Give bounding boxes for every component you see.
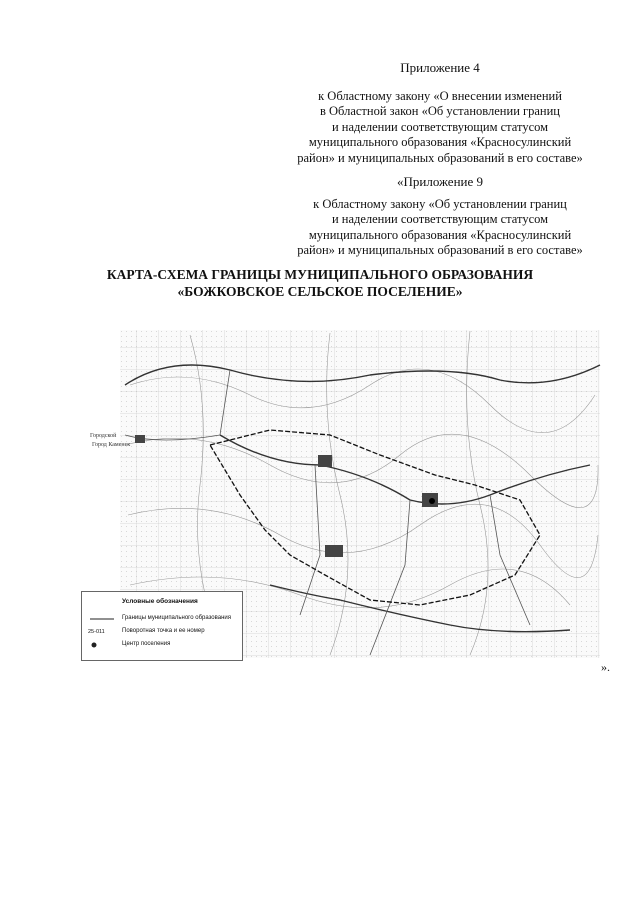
annex-main-line: район» и муниципальных образований в его составе»	[297, 150, 583, 165]
town-label: Городской	[90, 433, 117, 439]
settlement-center-icon	[429, 498, 435, 504]
annex-main-line: муниципального образования «Красносулинский	[308, 135, 572, 149]
map-legend	[81, 591, 243, 661]
map-title	[0, 266, 640, 300]
settlement-center-icon	[88, 640, 116, 650]
legend-row	[88, 640, 238, 650]
legend-text: Поворотная точка и ее номер	[122, 628, 205, 634]
annex-quoted-line: и наделении соответствующим статусом	[331, 212, 549, 226]
town-label: Город Каменск	[92, 442, 131, 448]
boundary-line-icon	[88, 614, 116, 624]
annex-quoted-line: к Областному закону «Об установлении границ	[313, 196, 567, 211]
settlement	[135, 435, 145, 443]
legend-row	[88, 627, 238, 637]
annex-main-line: и наделении соответствующим статусом	[331, 119, 549, 134]
legend-row	[88, 614, 238, 624]
map-title-line1: КАРТА-СХЕМА ГРАНИЦЫ МУНИЦИПАЛЬНОГО ОБРАЗОВАНИЯ	[106, 267, 534, 282]
annex-quoted-title: «Приложение 9	[396, 174, 484, 189]
annex-main-title: Приложение 4	[400, 60, 480, 75]
settlement	[318, 455, 332, 467]
annex-main-line: в Областной закон «Об установлении границ	[319, 104, 560, 118]
legend-text: Центр поселения	[122, 641, 171, 647]
legend-text: Границы муниципального образования	[122, 615, 232, 621]
settlement	[325, 545, 343, 557]
legend-symbol: 25-011	[88, 629, 105, 635]
annex-main-header	[250, 60, 630, 166]
closing-quote: ».	[601, 660, 610, 674]
annex-main-line: к Областному закону «О внесении изменений	[318, 88, 562, 103]
annex-quoted-line: район» и муниципальных образований в его составе»	[297, 243, 583, 257]
map-title-line2: «БОЖКОВСКОЕ СЕЛЬСКОЕ ПОСЕЛЕНИЕ»	[177, 284, 463, 299]
annex-quoted-line: муниципального образования «Красносулинский	[308, 227, 572, 242]
annex-quoted-header	[250, 174, 630, 259]
legend-title: Условные обозначения	[122, 598, 198, 605]
